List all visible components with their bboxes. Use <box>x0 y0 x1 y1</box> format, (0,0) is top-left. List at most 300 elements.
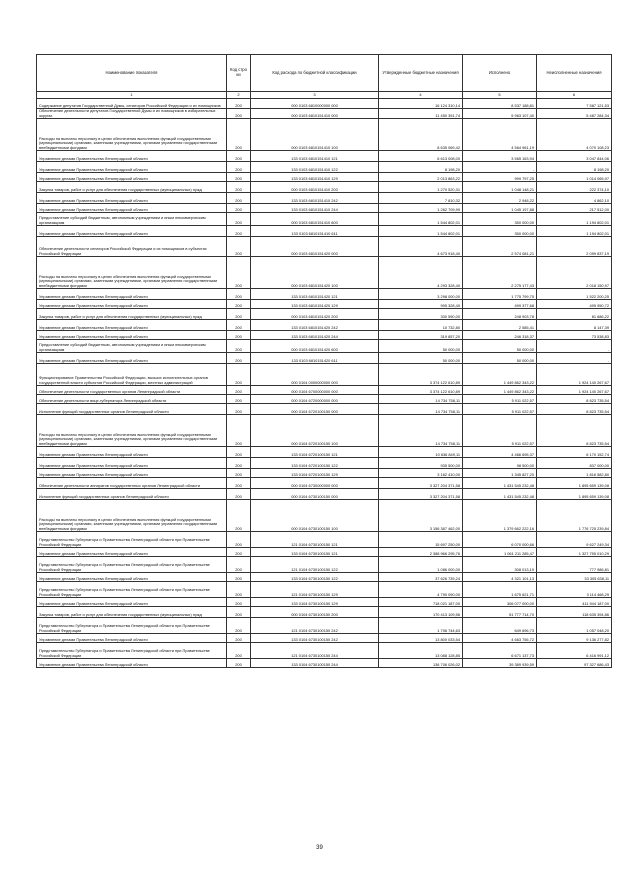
line-code-cell: 200 <box>227 557 251 573</box>
indicator-name-cell: Управление делами Правительства Ленинградской области <box>37 458 227 469</box>
line-code-cell: 200 <box>227 598 251 607</box>
table-row <box>37 643 612 659</box>
approved-amount-cell: 1 544 802,01 <box>379 226 463 237</box>
unexecuted-amount-cell: 33 305 638,11 <box>537 573 612 582</box>
executed-amount-cell: 1 379 662 222,16 <box>463 500 537 532</box>
indicator-name-cell: Управление делами Правительства Ленинградской области <box>37 353 227 364</box>
line-code-cell: 200 <box>227 151 251 162</box>
executed-amount-cell: 1 449 862 343,22 <box>463 364 537 386</box>
table-row <box>37 489 612 500</box>
unexecuted-amount-cell: 1 014 065,97 <box>537 173 612 182</box>
line-code-cell: 200 <box>227 500 251 532</box>
expense-code-cell: 000 0104 6730100150 200 <box>251 607 379 618</box>
expense-code-cell: 133 0104 6730100150 244 <box>251 659 379 668</box>
indicator-name-cell: Расходы на выплаты персоналу в целях обеспечения выполнения функций государственными (муниципальными) органами, казенными учреждениями, органами управления государственными внебюджетными фондами <box>37 119 227 151</box>
indicator-name-cell: Управление делами Правительства Ленинградской области <box>37 634 227 643</box>
approved-amount-cell: 10 732,80 <box>379 320 463 331</box>
table-row <box>37 173 612 182</box>
executed-amount-cell: 4 663 756,72 <box>463 634 537 643</box>
indicator-name-cell: Управление делами Правительства Ленинградской области <box>37 300 227 309</box>
executed-amount-cell: 1 045 197,88 <box>463 204 537 213</box>
executed-amount-cell: 50 000,00 <box>463 340 537 353</box>
executed-amount-cell: 1 775 799,75 <box>463 289 537 300</box>
table-row <box>37 331 612 340</box>
indicator-name-cell: Представительство Губернатора и Правительства Ленинградской области при Правительстве Российской Федерации <box>37 582 227 598</box>
expense-code-cell: 000 0104 6730000000 000 <box>251 478 379 489</box>
unexecuted-amount-cell: 2 018 150,97 <box>537 257 612 289</box>
unexecuted-amount-cell: 2 099 837,19 <box>537 237 612 257</box>
expense-code-cell: 133 0104 6720100150 122 <box>251 458 379 469</box>
indicator-name-cell: Представительство Губернатора и Правительства Ленинградской области при Правительстве Российской Федерации <box>37 532 227 548</box>
unexecuted-amount-cell: 6 170 152,74 <box>537 447 612 458</box>
approved-amount-cell: 136 706 026,02 <box>379 659 463 668</box>
executed-amount-cell: 306 077 000,00 <box>463 598 537 607</box>
table-row <box>37 573 612 582</box>
line-code-cell: 200 <box>227 320 251 331</box>
table-row <box>37 415 612 447</box>
executed-amount-cell: 350 000,00 <box>463 213 537 226</box>
line-code-cell: 200 <box>227 364 251 386</box>
expense-code-cell: 000 0104 6730100150 000 <box>251 489 379 500</box>
table-row <box>37 469 612 478</box>
line-code-cell: 200 <box>227 447 251 458</box>
executed-amount-cell: 649 696,73 <box>463 618 537 634</box>
indicator-name-cell: Представительство Губернатора и Правительства Ленинградской области при Правительстве Российской Федерации <box>37 557 227 573</box>
indicator-name-cell: Управление делами Правительства Ленинградской области <box>37 469 227 478</box>
executed-amount-cell: 5 963 107,40 <box>463 109 537 119</box>
indicator-name-cell: Управление делами Правительства Ленинградской области <box>37 193 227 204</box>
indicator-name-cell: Управление делами Правительства Ленинградской области <box>37 226 227 237</box>
indicator-name-cell: Управление делами Правительства Ленинградской области <box>37 331 227 340</box>
expense-code-cell: 000 0103 6810151420 200 <box>251 309 379 320</box>
expense-code-cell: 133 0104 6730100150 122 <box>251 573 379 582</box>
expense-code-cell: 133 0103 6810151420 129 <box>251 300 379 309</box>
indicator-name-cell: Обеспечение деятельности аппаратов государственных органов Ленинградской области <box>37 478 227 489</box>
indicator-name-cell: Управление делами Правительства Ленинградской области <box>37 659 227 668</box>
column-number: 4 <box>379 92 463 99</box>
unexecuted-amount-cell: 73 538,83 <box>537 331 612 340</box>
table-row <box>37 340 612 353</box>
unexecuted-amount-cell: 8 823 735,54 <box>537 404 612 415</box>
unexecuted-amount-cell: 8 198,20 <box>537 162 612 173</box>
expense-code-cell: 133 0104 6730100150 129 <box>251 598 379 607</box>
approved-amount-cell: 4 790 090,00 <box>379 582 463 598</box>
expense-code-cell: 000 0103 6810151410 100 <box>251 119 379 151</box>
executed-amount-cell: 6 671 137,73 <box>463 643 537 659</box>
executed-amount-cell: 4 321 101,13 <box>463 573 537 582</box>
unexecuted-amount-cell: 495 950,72 <box>537 300 612 309</box>
table-row <box>37 548 612 557</box>
unexecuted-amount-cell: 97 327 686,43 <box>537 659 612 668</box>
table-row <box>37 386 612 395</box>
line-code-cell: 200 <box>227 634 251 643</box>
executed-amount-cell: 5 911 022,57 <box>463 404 537 415</box>
unexecuted-amount-cell: 8 147,39 <box>537 320 612 331</box>
expense-code-cell: 133 0103 6810151420 611 <box>251 353 379 364</box>
indicator-name-cell: Управление делами Правительства Ленинградской области <box>37 447 227 458</box>
table-row <box>37 226 612 237</box>
expense-code-cell: 000 0103 6810000000 000 <box>251 99 379 109</box>
indicator-name-cell: Расходы на выплаты персоналу в целях обеспечения выполнения функций государственными (муниципальными) органами, казенными учреждениями, органами управления государственными внебюджетными фондами <box>37 500 227 532</box>
table-row <box>37 182 612 193</box>
line-code-cell: 200 <box>227 340 251 353</box>
expense-code-cell: 000 0103 6810151420 000 <box>251 237 379 257</box>
executed-amount-cell: 2 275 177,43 <box>463 257 537 289</box>
approved-amount-cell: 8 198,20 <box>379 162 463 173</box>
expense-code-cell: 121 0104 6730100150 122 <box>251 557 379 573</box>
table-header-row <box>37 55 612 92</box>
header-expense-code: Код расхода по бюджетной классификации <box>251 55 379 92</box>
expense-code-cell: 121 0104 6730100150 242 <box>251 618 379 634</box>
indicator-name-cell: Закупка товаров, работ и услуг для обеспечения государственных (муниципальных) нужд <box>37 607 227 618</box>
table-row <box>37 447 612 458</box>
header-executed: Исполнено <box>463 55 537 92</box>
approved-amount-cell: 14 734 758,11 <box>379 404 463 415</box>
unexecuted-amount-cell: 222 374,10 <box>537 182 612 193</box>
expense-code-cell: 121 0104 6730100150 129 <box>251 582 379 598</box>
indicator-name-cell: Представительство Губернатора и Правительства Ленинградской области при Правительстве Российской Федерации <box>37 643 227 659</box>
executed-amount-cell: 1 061 211 285,47 <box>463 548 537 557</box>
column-number: 1 <box>37 92 227 99</box>
table-row <box>37 151 612 162</box>
approved-amount-cell: 718 021 187,00 <box>379 598 463 607</box>
executed-amount-cell: 8 537 188,81 <box>463 99 537 109</box>
line-code-cell: 200 <box>227 458 251 469</box>
table-row <box>37 634 612 643</box>
line-code-cell: 200 <box>227 193 251 204</box>
unexecuted-amount-cell: 5 487 284,34 <box>537 109 612 119</box>
unexecuted-amount-cell: 4 862,10 <box>537 193 612 204</box>
expense-code-cell: 000 0104 6730100150 100 <box>251 500 379 532</box>
executed-amount-cell: 308 013,19 <box>463 557 537 573</box>
table-row <box>37 289 612 300</box>
unexecuted-amount-cell: 1 776 725 239,84 <box>537 500 612 532</box>
indicator-name-cell: Управление делами Правительства Ленинградской области <box>37 173 227 182</box>
executed-amount-cell: 50 000,00 <box>463 353 537 364</box>
approved-amount-cell: 2 388 966 295,76 <box>379 548 463 557</box>
unexecuted-amount-cell: 1 924 140 267,67 <box>537 364 612 386</box>
table-row <box>37 204 612 213</box>
line-code-cell: 200 <box>227 182 251 193</box>
unexecuted-amount-cell: 4 070 108,23 <box>537 119 612 151</box>
header-unexecuted: Неисполненные назначения <box>537 55 612 92</box>
executed-amount-cell: 2 574 081,21 <box>463 237 537 257</box>
executed-amount-cell: - <box>463 162 537 173</box>
unexecuted-amount-cell: 1 522 200,25 <box>537 289 612 300</box>
approved-amount-cell: 4 293 328,40 <box>379 257 463 289</box>
line-code-cell: 200 <box>227 415 251 447</box>
indicator-name-cell: Управление делами Правительства Ленинградской области <box>37 204 227 213</box>
unexecuted-amount-cell: 81 686,22 <box>537 309 612 320</box>
indicator-name-cell: Предоставление субсидий бюджетным, автономным учреждениям и иным некоммерческим организациям <box>37 340 227 353</box>
line-code-cell: 200 <box>227 548 251 557</box>
line-code-cell: 200 <box>227 162 251 173</box>
approved-amount-cell: 170 413 109,56 <box>379 607 463 618</box>
executed-amount-cell: 4 564 961,19 <box>463 119 537 151</box>
line-code-cell: 200 <box>227 659 251 668</box>
indicator-name-cell: Функционирование Правительства Российской Федерации, высших исполнительных органов государственной власти субъектов Российской Федерации, местных администраций <box>37 364 227 386</box>
line-code-cell: 200 <box>227 99 251 109</box>
expense-code-cell: 133 0104 6730100150 242 <box>251 634 379 643</box>
line-code-cell: 200 <box>227 395 251 404</box>
approved-amount-cell: 3 162 410,00 <box>379 469 463 478</box>
executed-amount-cell: 1 675 621,71 <box>463 582 537 598</box>
expense-code-cell: 133 0103 6810151420 244 <box>251 331 379 340</box>
column-number: 5 <box>463 92 537 99</box>
indicator-name-cell: Управление делами Правительства Ленинградской области <box>37 598 227 607</box>
table-body <box>37 99 612 668</box>
unexecuted-amount-cell: 3 114 468,29 <box>537 582 612 598</box>
executed-amount-cell: 2 948,22 <box>463 193 537 204</box>
approved-amount-cell: 16 124 310,14 <box>379 99 463 109</box>
table-row <box>37 395 612 404</box>
unexecuted-amount-cell: 8 823 735,54 <box>537 395 612 404</box>
expense-code-cell: 133 0104 6730100150 121 <box>251 548 379 557</box>
indicator-name-cell: Управление делами Правительства Ленинградской области <box>37 573 227 582</box>
executed-amount-cell: 1 449 862 343,22 <box>463 386 537 395</box>
line-code-cell: 200 <box>227 257 251 289</box>
indicator-name-cell: Представительство Губернатора и Правительства Ленинградской области при Правительстве Российской Федерации <box>37 618 227 634</box>
table-row <box>37 309 612 320</box>
indicator-name-cell: Исполнение функций государственных органов Ленинградской области <box>37 404 227 415</box>
indicator-name-cell: Обеспечение деятельности депутатов Государственной Думы и их помощников в избирательных округах <box>37 109 227 119</box>
approved-amount-cell: 14 734 758,11 <box>379 395 463 404</box>
table-row <box>37 237 612 257</box>
line-code-cell: 200 <box>227 300 251 309</box>
line-code-cell: 200 <box>227 386 251 395</box>
executed-amount-cell: 51 777 714,70 <box>463 607 537 618</box>
approved-amount-cell: 14 734 758,11 <box>379 415 463 447</box>
indicator-name-cell: Управление делами Правительства Ленинградской области <box>37 289 227 300</box>
approved-amount-cell: 1 544 802,01 <box>379 213 463 226</box>
approved-amount-cell: 3 298 000,00 <box>379 289 463 300</box>
expense-code-cell: 121 0104 6730100150 121 <box>251 532 379 548</box>
table-row <box>37 598 612 607</box>
executed-amount-cell: 246 318,37 <box>463 331 537 340</box>
indicator-name-cell: Управление делами Правительства Ленинградской области <box>37 162 227 173</box>
line-code-cell: 200 <box>227 173 251 182</box>
table-row <box>37 478 612 489</box>
executed-amount-cell: 1 345 827,20 <box>463 469 537 478</box>
unexecuted-amount-cell: 217 512,00 <box>537 204 612 213</box>
approved-amount-cell: 1 086 000,00 <box>379 557 463 573</box>
table-row <box>37 364 612 386</box>
line-code-cell: 200 <box>227 119 251 151</box>
indicator-name-cell: Предоставление субсидий бюджетным, автономным учреждениям и иным некоммерческим организациям <box>37 213 227 226</box>
approved-amount-cell: 13 800 033,54 <box>379 634 463 643</box>
table-row <box>37 109 612 119</box>
table-row <box>37 557 612 573</box>
executed-amount-cell: 499 377,68 <box>463 300 537 309</box>
approved-amount-cell: 1 262 709,99 <box>379 204 463 213</box>
unexecuted-amount-cell: 1 816 582,80 <box>537 469 612 478</box>
executed-amount-cell: 6 070 000,66 <box>463 532 537 548</box>
unexecuted-amount-cell: 1 895 659 139,08 <box>537 478 612 489</box>
column-number-row <box>37 92 612 99</box>
approved-amount-cell: 3 374 122 610,89 <box>379 386 463 395</box>
unexecuted-amount-cell: 1 924 140 267,67 <box>537 386 612 395</box>
expense-code-cell: 133 0103 6810151410 242 <box>251 193 379 204</box>
executed-amount-cell: 1 431 545 232,48 <box>463 478 537 489</box>
expense-code-cell: 000 0103 6810151410 200 <box>251 182 379 193</box>
table-row <box>37 659 612 668</box>
budget-table-container <box>36 54 611 668</box>
line-code-cell: 200 <box>227 618 251 634</box>
line-code-cell: 200 <box>227 532 251 548</box>
table-row <box>37 119 612 151</box>
expense-code-cell: 000 0103 6810151410 600 <box>251 213 379 226</box>
unexecuted-amount-cell: 9 627 249,34 <box>537 532 612 548</box>
expense-code-cell: 133 0104 6720100150 121 <box>251 447 379 458</box>
approved-amount-cell: 935 500,00 <box>379 458 463 469</box>
line-code-cell: 200 <box>227 213 251 226</box>
executed-amount-cell: 350 000,00 <box>463 226 537 237</box>
line-code-cell: 200 <box>227 289 251 300</box>
executed-amount-cell: 1 048 148,21 <box>463 182 537 193</box>
column-number: 6 <box>537 92 612 99</box>
executed-amount-cell: 2 585,41 <box>463 320 537 331</box>
expense-code-cell: 000 0104 6720100150 000 <box>251 404 379 415</box>
approved-amount-cell: 7 810,32 <box>379 193 463 204</box>
executed-amount-cell: 98 500,00 <box>463 458 537 469</box>
indicator-name-cell: Обеспечение деятельности вице-губернатора Ленинградской области <box>37 395 227 404</box>
executed-amount-cell: 248 903,78 <box>463 309 537 320</box>
approved-amount-cell: 3 156 387 462,00 <box>379 500 463 532</box>
unexecuted-amount-cell: 7 587 121,53 <box>537 99 612 109</box>
line-code-cell: 200 <box>227 404 251 415</box>
table-row <box>37 320 612 331</box>
indicator-name-cell: Расходы на выплаты персоналу в целях обеспечения выполнения функций государственными (муниципальными) органами, казенными учреждениями, органами управления государственными внебюджетными фондами <box>37 415 227 447</box>
indicator-name-cell: Содержание депутатов Государственной Думы, сенаторов Российской Федерации и их помощников <box>37 99 227 109</box>
approved-amount-cell: 3 374 122 610,89 <box>379 364 463 386</box>
unexecuted-amount-cell: 837 000,00 <box>537 458 612 469</box>
table-row <box>37 404 612 415</box>
table-row <box>37 99 612 109</box>
expense-code-cell: 133 0103 6810151420 242 <box>251 320 379 331</box>
unexecuted-amount-cell: 3 047 844,06 <box>537 151 612 162</box>
unexecuted-amount-cell: 6 416 991,12 <box>537 643 612 659</box>
expense-code-cell: 000 0103 6810151420 100 <box>251 257 379 289</box>
unexecuted-amount-cell: 1 057 048,20 <box>537 618 612 634</box>
unexecuted-amount-cell: 118 635 394,86 <box>537 607 612 618</box>
indicator-name-cell: Управление делами Правительства Ленинградской области <box>37 320 227 331</box>
unexecuted-amount-cell: 9 136 277,82 <box>537 634 612 643</box>
approved-amount-cell: 2 013 863,22 <box>379 173 463 182</box>
expense-code-cell: 133 0103 6810151410 244 <box>251 204 379 213</box>
expense-code-cell: 133 0103 6810151410 122 <box>251 162 379 173</box>
column-number: 2 <box>227 92 251 99</box>
approved-amount-cell: 3 327 204 371,58 <box>379 489 463 500</box>
table-row <box>37 582 612 598</box>
approved-amount-cell: 50 000,00 <box>379 353 463 364</box>
line-code-cell: 200 <box>227 353 251 364</box>
table-row <box>37 618 612 634</box>
line-code-cell: 200 <box>227 309 251 320</box>
approved-amount-cell: 330 590,00 <box>379 309 463 320</box>
table-row <box>37 193 612 204</box>
table-row <box>37 300 612 309</box>
approved-amount-cell: 15 697 250,00 <box>379 532 463 548</box>
approved-amount-cell: 10 636 849,11 <box>379 447 463 458</box>
indicator-name-cell: Управление делами Правительства Ленинградской области <box>37 151 227 162</box>
line-code-cell: 200 <box>227 469 251 478</box>
expense-code-cell: 000 0104 6720000000 000 <box>251 395 379 404</box>
executed-amount-cell: 4 466 695,37 <box>463 447 537 458</box>
indicator-name-cell: Закупка товаров, работ и услуг для обеспечения государственных (муниципальных) нужд <box>37 182 227 193</box>
indicator-name-cell: Обеспечение деятельности сенаторов Российской Федерации и их помощников в субъектах Российской Федерации <box>37 237 227 257</box>
table-row <box>37 213 612 226</box>
approved-amount-cell: 8 635 069,42 <box>379 119 463 151</box>
executed-amount-cell: 999 797,25 <box>463 173 537 182</box>
expense-code-cell: 000 0103 6810151420 600 <box>251 340 379 353</box>
executed-amount-cell: 3 565 163,94 <box>463 151 537 162</box>
unexecuted-amount-cell: - <box>537 340 612 353</box>
expense-code-cell: 133 0103 6810151410 611 <box>251 226 379 237</box>
executed-amount-cell: 5 911 022,57 <box>463 415 537 447</box>
line-code-cell: 200 <box>227 643 251 659</box>
unexecuted-amount-cell: 1 327 755 010,29 <box>537 548 612 557</box>
budget-execution-table <box>36 54 612 668</box>
approved-amount-cell: 319 857,20 <box>379 331 463 340</box>
table-row <box>37 353 612 364</box>
column-number: 3 <box>251 92 379 99</box>
line-code-cell: 200 <box>227 237 251 257</box>
unexecuted-amount-cell: - <box>537 353 612 364</box>
approved-amount-cell: 1 706 744,63 <box>379 618 463 634</box>
table-row <box>37 458 612 469</box>
indicator-name-cell: Обеспечение деятельности государственных органов Ленинградской области <box>37 386 227 395</box>
header-line-code: Код стро ки <box>227 55 251 92</box>
table-row <box>37 500 612 532</box>
line-code-cell: 200 <box>227 226 251 237</box>
unexecuted-amount-cell: 411 944 187,00 <box>537 598 612 607</box>
approved-amount-cell: 37 626 739,24 <box>379 573 463 582</box>
approved-amount-cell: 11 450 391,74 <box>379 109 463 119</box>
approved-amount-cell: 50 000,00 <box>379 340 463 353</box>
line-code-cell: 200 <box>227 478 251 489</box>
expense-code-cell: 000 0104 6700000000 000 <box>251 386 379 395</box>
executed-amount-cell: 5 911 022,57 <box>463 395 537 404</box>
approved-amount-cell: 13 088 128,85 <box>379 643 463 659</box>
unexecuted-amount-cell: 8 823 735,54 <box>537 415 612 447</box>
expense-code-cell: 133 0103 6810151410 121 <box>251 151 379 162</box>
expense-code-cell: 133 0103 6810151420 121 <box>251 289 379 300</box>
table-row <box>37 532 612 548</box>
expense-code-cell: 121 0104 6730100150 244 <box>251 643 379 659</box>
page-number: 39 <box>316 845 323 851</box>
approved-amount-cell: 4 673 918,40 <box>379 237 463 257</box>
line-code-cell: 200 <box>227 204 251 213</box>
indicator-name-cell: Расходы на выплаты персоналу в целях обеспечения выполнения функций государственными (муниципальными) органами, казенными учреждениями, органами управления государственными внебюджетными фондами <box>37 257 227 289</box>
unexecuted-amount-cell: 1 194 802,01 <box>537 226 612 237</box>
expense-code-cell: 000 0103 6810151410 000 <box>251 109 379 119</box>
approved-amount-cell: 6 613 008,00 <box>379 151 463 162</box>
line-code-cell: 200 <box>227 331 251 340</box>
line-code-cell: 200 <box>227 573 251 582</box>
expense-code-cell: 000 0104 6720100150 100 <box>251 415 379 447</box>
header-indicator-name: Наименование показателя <box>37 55 227 92</box>
indicator-name-cell: Закупка товаров, работ и услуг для обеспечения государственных (муниципальных) нужд <box>37 309 227 320</box>
unexecuted-amount-cell: 777 986,81 <box>537 557 612 573</box>
approved-amount-cell: 1 270 520,31 <box>379 182 463 193</box>
line-code-cell: 200 <box>227 582 251 598</box>
table-row <box>37 257 612 289</box>
approved-amount-cell: 3 327 204 371,58 <box>379 478 463 489</box>
expense-code-cell: 133 0104 6720100150 129 <box>251 469 379 478</box>
expense-code-cell: 000 0104 0000000000 000 <box>251 364 379 386</box>
executed-amount-cell: 1 431 545 232,48 <box>463 489 537 500</box>
indicator-name-cell: Исполнение функций государственных органов Ленинградской области <box>37 489 227 500</box>
